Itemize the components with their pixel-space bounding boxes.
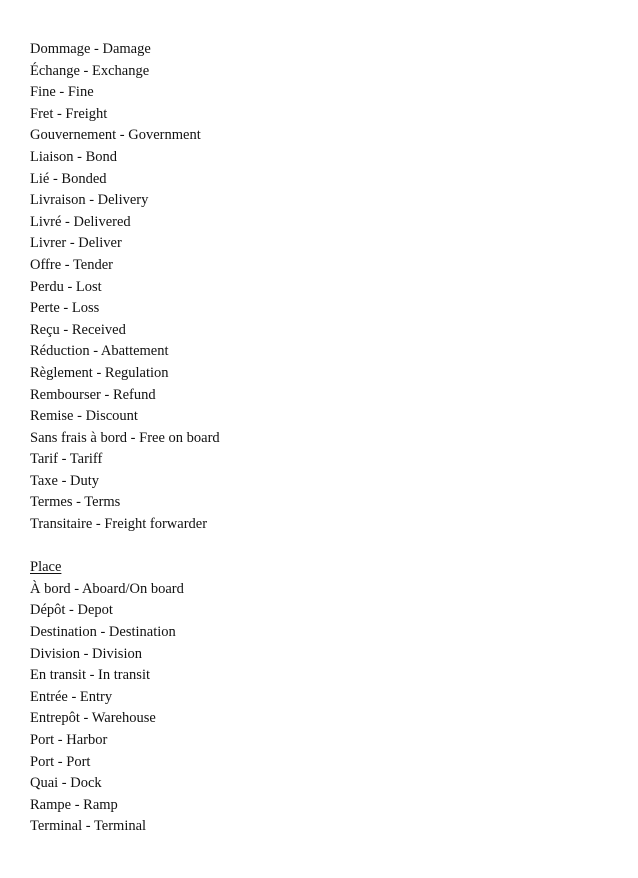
vocab-entry: Tarif - Tariff xyxy=(30,451,103,468)
place-entry: Entrepôt - Warehouse xyxy=(30,710,156,727)
place-entry: Port - Port xyxy=(30,753,91,770)
place-entry: En transit - In transit xyxy=(30,667,151,684)
vocab-entry: Livré - Delivered xyxy=(30,213,131,230)
vocab-entry: Livraison - Delivery xyxy=(30,192,149,209)
vocab-entry: Échange - Exchange xyxy=(30,62,150,79)
vocab-entry: Sans frais à bord - Free on board xyxy=(30,429,220,446)
vocab-entry: Règlement - Regulation xyxy=(30,364,169,381)
vocab-entry: Reçu - Received xyxy=(30,321,126,338)
document-page xyxy=(30,39,610,838)
place-entry: Entrée - Entry xyxy=(30,688,113,705)
place-entry: Rampe - Ramp xyxy=(30,796,118,813)
vocab-entry: Remise - Discount xyxy=(30,408,138,425)
vocab-entry: Gouvernement - Government xyxy=(30,127,201,144)
section-spacer xyxy=(30,536,610,558)
vocab-entry: Offre - Tender xyxy=(30,256,113,273)
place-entry: Terminal - Terminal xyxy=(30,818,147,835)
vocab-entry: Fret - Freight xyxy=(30,105,108,122)
vocab-entry: Fine - Fine xyxy=(30,84,94,101)
vocab-entry: Rembourser - Refund xyxy=(30,386,156,403)
section-heading-place: Place xyxy=(30,559,62,576)
place-entry: Quai - Dock xyxy=(30,775,102,792)
place-entry: Dépôt - Depot xyxy=(30,602,113,619)
vocab-entry: Livrer - Deliver xyxy=(30,235,122,252)
vocab-entry: Lié - Bonded xyxy=(30,170,107,187)
place-entry: Port - Harbor xyxy=(30,732,108,748)
vocab-entry: Taxe - Duty xyxy=(30,472,100,489)
vocab-entry: Dommage - Damage xyxy=(30,41,151,57)
vocab-entry: Liaison - Bond xyxy=(30,148,117,165)
vocab-entry: Réduction - Abattement xyxy=(30,343,169,360)
vocab-entry: Perte - Loss xyxy=(30,300,100,317)
vocab-entry: Termes - Terms xyxy=(30,494,121,511)
vocab-entry: Perdu - Lost xyxy=(30,278,102,295)
vocab-entry: Transitaire - Freight forwarder xyxy=(30,516,208,533)
place-entry: Division - Division xyxy=(30,645,142,662)
place-entry: À bord - Aboard/On board xyxy=(30,580,184,597)
place-entry: Destination - Destination xyxy=(30,624,176,641)
